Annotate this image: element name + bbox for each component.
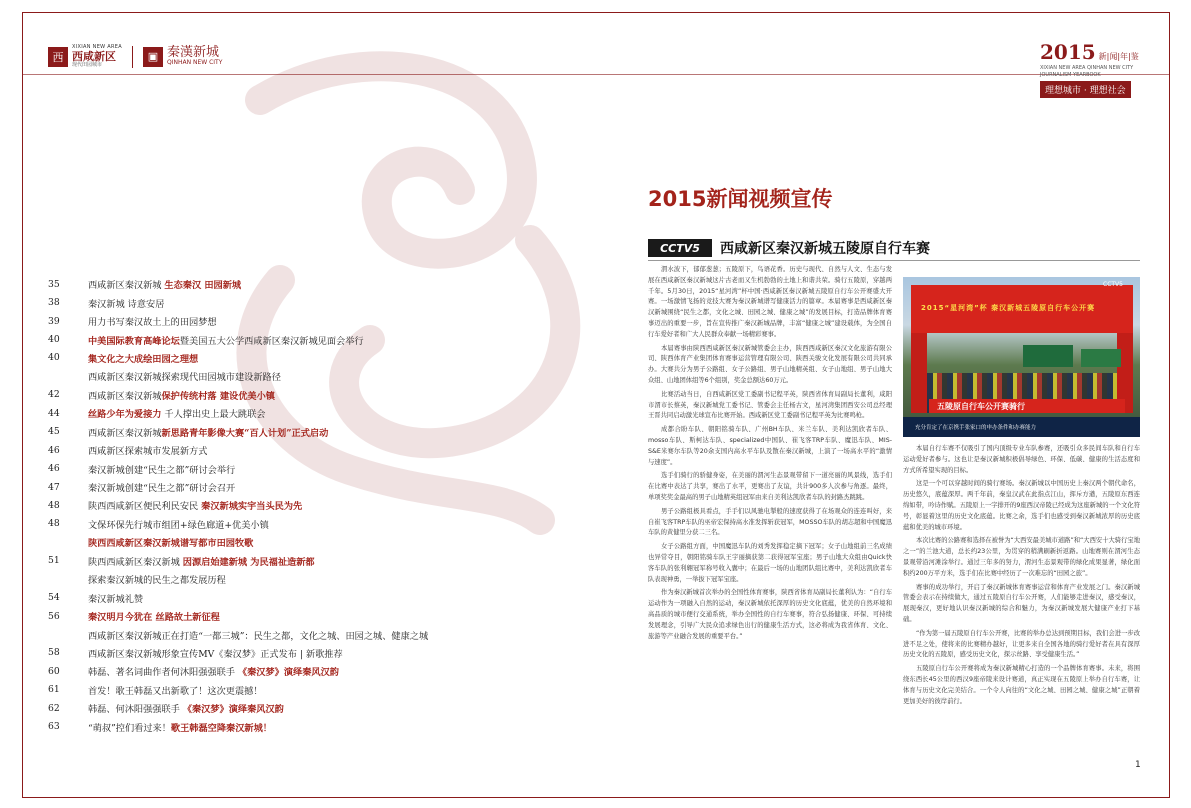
toc-entry-text: “萌叔”控们看过来！歌王韩磊空降秦汉新城！ — [88, 722, 272, 734]
toc-entry-text: 丝路少年为爱接力 千人撑出史上最大跳联会 — [88, 409, 266, 421]
article-paragraph: 渭水波下，郁郁葱葱；五陵原下，鸟语花香。历史与现代、自然与人文、生态与发展在西咸新区秦汉新城这片古老而又生机勃勃的土地上和谐共荣。骑行五陵原，穿越两千年。5月30日，2015“星河湾”杯中国·西咸新区秦汉新城五陵原自行车公开赛盛大开赛。一场激情飞扬的竞技大赛为秦汉新城谱写健康活力的篇章。本届赛事是西咸新区秦汉新城围绕“民生之都，文化之城、田园之城、健康之城”的发展目标，打造品牌体育赛事迈出的重要一步，旨在宣传推广秦汉新城品牌，丰富“健康之城”建设载体，为全国自行车爱好者和广大人民群众奉献一场精彩赛事。 — [648, 266, 892, 338]
toc-highlight: 秦汉新城实宇当头民为先 — [201, 501, 303, 513]
toc-row — [48, 607, 548, 625]
toc-page-number: 54 — [48, 592, 60, 604]
toc-page-number: 47 — [48, 481, 60, 493]
qinhan-logo-cn: 秦漢新城 — [166, 45, 219, 61]
toc-row — [48, 662, 548, 680]
toc-row — [48, 367, 548, 385]
toc-page-number: 58 — [48, 647, 60, 659]
toc-page-number: 39 — [48, 315, 60, 327]
toc-entry-text: 西咸新区秦汉新城正在打造“一都三城”：民生之都，文化之城、田园之城、健康之城 — [88, 630, 429, 642]
toc-page-number: 46 — [48, 444, 60, 456]
qinhan-logo — [143, 46, 222, 67]
toc-page-number: 60 — [48, 665, 60, 677]
toc-row — [48, 588, 548, 606]
toc-page-number: 63 — [48, 721, 60, 733]
toc-highlight: 保护传统村落 建设优美小镇 — [161, 390, 275, 402]
toc-highlight: 新思路青年影像大赛“百人计划”正式启动 — [161, 427, 329, 439]
toc-highlight: 丝路少年为爱接力 — [88, 409, 162, 421]
toc-row — [48, 349, 548, 367]
toc-row — [48, 330, 548, 348]
toc-row — [48, 496, 548, 514]
toc-highlight: 歌王韩磊空降秦汉新城！ — [170, 722, 272, 734]
qinhan-seal-icon: ▣ — [143, 47, 163, 67]
article-paragraph: 女子公路组方面，中国魔迅车队的刘秀发挥稳定摘下冠军；女子山地组前三名成绩也异常夺目，朝阳铭骑车队王宇丽摘获第二获得冠军宝座；男子山地大众组由Quick快客车队的张利翱冠军称号收入囊中；在最后一场的山地团队组比赛中，美利达凯欣者车队表现神勇，一举拔下冠军宝座。 — [648, 543, 892, 583]
article-paragraph: 比赛活动当日，自西咸新区党工委副书记程平英，陕西省体育局副局长董利，咸阳市渭市长蔡英，秦汉新城党工委书记、管委会主任杨古文，星河湾集团西安公司总经理王晋共同启动激光球宣布比赛开始。西咸新区党工委副书记程平英为比赛鸣枪。 — [648, 390, 892, 420]
cctv-section-title: 西咸新区秦汉新城五陵原自行车赛 — [720, 241, 930, 257]
xixian-seal-logo: 西 — [48, 47, 68, 67]
logo-separator — [132, 46, 133, 68]
xixian-logo-en: XIXIAN NEW AREA — [72, 44, 122, 50]
toc-entry-text: 用力书写秦汉故土上的田园梦想 — [88, 317, 217, 329]
toc-entry-text: 陕西西咸新区秦汉新城谱写都市田园牧歌 — [88, 538, 254, 550]
toc-row — [48, 515, 548, 533]
toc-row — [48, 386, 548, 404]
toc-row — [48, 478, 548, 496]
toc-entry-text: 探索秦汉新城的民生之都发展历程 — [88, 575, 226, 587]
article-paragraph: 本次比赛的公路赛和选择在被誉为“大西安最美城市道路”和“大西安十大骑行宝地之一”的兰池大道，总长约23公里，为贯穿的稍满刷新折返路。山地赛则在渭河生态景观带沿河滩涂举行。通过三年多的努力，渭河生态景观带的绿化成果显著，绿化面积约200万平方米，选手们在比赛中经历了一次难忘的“田园之旅”。 — [903, 537, 1140, 577]
header-logos — [48, 45, 222, 68]
toc-page-number: 40 — [48, 334, 60, 346]
toc-row — [48, 404, 548, 422]
cctv-header-bar — [648, 238, 1140, 258]
toc-page-number: 62 — [48, 702, 60, 714]
tent-right — [1081, 349, 1121, 367]
toc-page-number: 40 — [48, 352, 60, 364]
article-paragraph: 本届自行车赛不仅吸引了国内顶级专业车队参赛，还吸引众多民间车队和自行车运动爱好者参与。这也让是秦汉新城积极倡导绿色、环保、低碳、健康的生活态度和方式所希望实现的目标。 — [903, 445, 1140, 474]
photo-cctv-mark: CCTV5 — [1103, 281, 1123, 288]
yearbook-badge — [1040, 40, 1152, 104]
toc-entry-text: 西咸新区秦汉新城形象宣传MV《秦汉梦》正式发布 | 新歌推荐 — [88, 648, 343, 660]
toc-row — [48, 570, 548, 588]
toc-row — [48, 718, 548, 736]
toc-page-number: 61 — [48, 684, 60, 696]
article-paragraph: 本届赛事由陕西西咸新区秦汉新城管委会主办，陕西西咸新区秦汉文化旅游有限公司、陕西体育产业集团体育赛事运营管理有限公司、陕西关骏文化发展有限公司共同承办。大赛共分为男子公路组、女子公路组、男子山地精英组、女子山地组、男子山地大众组、山地团体组等6个组别，奖金总额达60万元。 — [648, 344, 892, 384]
article-paragraph: 这是一个可以穿越时间的骑行赛场。秦汉新城以中国历史上秦汉两个朝代命名，历史悠久，底蕴深厚。两千年前，秦皇汉武在此指点江山，挥斥方遒，五陵原东西连绵如带，吟诗作赋。五陵原上一字排开的9座西汉帝陵已经成为这座新城的一个文化符号，彰显着这里的历史文化底蕴。比赛之余，选手们也感受到秦汉新城浓厚的历史底蕴和优美的城市环境。 — [903, 480, 1140, 531]
toc-entry-text: 秦汉新城 诗意安居 — [88, 298, 165, 310]
article-paragraph: 男子公路组极具看点，手手们以风驰电掣般的速度获得了在场观众的连连叫好，来自崔飞客TRP车队的巫帝宏保持高水准发挥斩获冠军，MOSSO车队的胡志超和中国魔迅车队的黄健里分获二三名。 — [648, 507, 892, 537]
toc-row — [48, 644, 548, 662]
toc-entry-text: 文保环保先行城市组团+绿色廊道+优美小镇 — [88, 519, 269, 531]
xixian-logo-sub: 现代田园城市 — [72, 61, 103, 68]
toc-entry-text: 集文化之大成绘田园之理想 — [88, 353, 199, 365]
cctv5-logo: CCTV5 — [648, 239, 712, 257]
toc-row — [48, 275, 548, 293]
toc-row — [48, 312, 548, 330]
qinhan-logo-en: QINHAN NEW CITY — [166, 59, 223, 67]
toc-page-number: 48 — [48, 499, 60, 511]
tent-left — [1023, 345, 1073, 367]
toc-page-number: 51 — [48, 555, 60, 567]
toc-page-number: 42 — [48, 389, 60, 401]
toc-highlight: 《秦汉梦》演绎秦风汉韵 — [182, 704, 284, 716]
toc-entry-text: 西咸新区秦汉新城新思路青年影像大赛“百人计划”正式启动 — [88, 427, 329, 439]
toc-entry-text: 韩磊、何沐阳强强联手 《秦汉梦》演绎秦风汉韵 — [88, 704, 284, 716]
toc-entry-text: 韩磊、著名词曲作者何沐阳强强联手 《秦汉梦》演绎秦风汉韵 — [88, 667, 339, 679]
article-left-column — [648, 265, 892, 645]
header-rule — [22, 74, 1170, 75]
toc-entry-text: 秦汉明月今犹在 丝路故土新征程 — [88, 612, 220, 624]
xixian-logo-cn: 西咸新区 — [72, 49, 116, 63]
yearbook-title: 新|闻|年|鉴 — [1098, 52, 1139, 61]
toc-page-number: 35 — [48, 278, 60, 290]
toc-highlight: 因源启始建新城 为民福祉造新都 — [182, 556, 315, 568]
page-number: 1 — [1135, 760, 1141, 770]
yearbook-en-1: XIXIAN NEW AREA QINHAN NEW CITY — [1040, 65, 1134, 71]
article-paragraph: 成都合盼车队、朝阳铭骑车队、广州BH车队、米兰车队、美利达凯欣者车队、mosso车队、斯柯达车队、specialized中国队、崔飞客TRP车队、魔迅车队、MIS-S&E米赛尔车队等20余支国内高水平车队及散在秦汉新城，上演了一场高水平的“激情与速度”。 — [648, 426, 892, 466]
toc-highlight: 中美国际教育高峰论坛 — [88, 335, 180, 347]
article-title: 2015新闻视频宣传 — [648, 187, 833, 211]
toc-page-number: 48 — [48, 518, 60, 530]
table-of-contents — [48, 275, 548, 736]
cctv-divider — [648, 260, 1140, 261]
toc-row — [48, 423, 548, 441]
toc-entry-text: 西咸新区秦汉新城探索现代田园城市建设新路径 — [88, 372, 281, 384]
toc-row — [48, 699, 548, 717]
yearbook-year: 2015 — [1040, 40, 1096, 64]
yearbook-top — [1040, 40, 1152, 64]
article-paragraph: 赛事的成功举行，开启了秦汉新城体育赛事运营和体育产业发展之门。秦汉新城管委会表示在持续做大，通过五陵原自行车公开赛，人们能够走进秦汉，感受秦汉，展现秦汉，更好地认识秦汉新城的综合和魅力，为秦汉新城发展大健康产业打下基础。 — [903, 583, 1140, 623]
yearbook-banner: 理想城市 · 理想社会 — [1040, 81, 1131, 98]
article-paragraph: 选手们骑行的骄健身姿，在美丽的渭河生态景观带留下一道亮丽的风景线，选手们在比赛中表达了共享，赛出了水平，更赛出了友谊，共计900多人次参与角逐。最终，单项奖奖金最高的男子山地精英组冠军由来自美利达凯欣者车队的封路杰跳跳。 — [648, 472, 892, 501]
toc-highlight: 生态秦汉 田园新城 — [164, 280, 242, 292]
article-paragraph: 作为秦汉新城首次举办的全国性体育赛事，陕西省体育局副局长董利认为：“自行车运动作为一项融入自然的运动，秦汉新城依托深厚的历史文化底蕴，优美的自然环境和高品质的城市便行交通系统，举办全国性的自行车赛事，符合弘扬健康、环保、可持续发展理念，引导广大民众追求绿色出行的健康生活方式，这必将成为我省体育、文化、旅游等产业融合发展的重要平台。” — [648, 589, 892, 640]
toc-row — [48, 681, 548, 699]
toc-entry-text: 秦汉新城礼赞 — [88, 593, 144, 605]
article-right-column — [903, 444, 1140, 710]
race-arch-text: 2015“星河湾”杯 秦汉新城五陵原自行车公开赛 — [921, 304, 1096, 312]
toc-entry-text: 陕西西咸新区秦汉新城 因源启始建新城 为民福祉造新都 — [88, 556, 315, 568]
toc-page-number: 44 — [48, 407, 60, 419]
article-paragraph: “作为第一届五陵原自行车公开赛，比赛的举办总达到预期目标，我们会进一步改进不足之处，使将来的比赛精办越好，让更多来自全国各地的骑行爱好者在具有深厚历史文化的五陵原，感受历史文化，探示丝路、享受健康生活。” — [903, 629, 1140, 659]
race-photo — [903, 277, 1140, 437]
qinhan-logo-text — [167, 46, 222, 67]
toc-page-number: 45 — [48, 426, 60, 438]
photo-caption-bar: 五陵原自行车公开赛骑行 — [929, 399, 1125, 413]
toc-entry-text: 首发！歌王韩磊又出新歌了！这次更震撼！ — [88, 685, 263, 697]
toc-entry-text: 西咸新区秦汉新城 生态秦汉 田园新城 — [88, 280, 242, 292]
toc-entry-text: 西咸新区秦汉新城保护传统村落 建设优美小镇 — [88, 390, 275, 402]
toc-page-number: 56 — [48, 610, 60, 622]
toc-row — [48, 441, 548, 459]
toc-entry-text: 西咸新区探索城市发展新方式 — [88, 446, 208, 458]
toc-row — [48, 552, 548, 570]
arch-leg-left — [911, 333, 927, 413]
yearbook-en-2: JOURNALISM YEARBOOK — [1040, 72, 1101, 78]
toc-entry-text: 中美国际教育高峰论坛暨美国五大公学西咸新区秦汉新城见面会举行 — [88, 335, 364, 347]
photo-caption-sub: 充分肯定了在京携手张家口的申办条件和办赛能力 — [903, 417, 1140, 437]
xixian-logo-text — [72, 45, 122, 68]
toc-entry-text: 陕西西咸新区便民利民安民 秦汉新城实宇当头民为先 — [88, 501, 303, 513]
toc-row — [48, 625, 548, 643]
toc-entry-text: 秦汉新城创建“民生之都”研讨会召开 — [88, 483, 236, 495]
toc-row — [48, 293, 548, 311]
toc-row — [48, 533, 548, 551]
toc-entry-text: 秦汉新城创建“民生之都”研讨会举行 — [88, 464, 236, 476]
article-paragraph: 五陵原自行车公开赛将成为秦汉新城精心打造的一个品牌体育赛事。未来，将围绕东西长45公里的西汉9座帝陵来设计赛道，真正实现在五陵原上举办自行车赛，让体育与历史文化完美结合。一个令人向往的“文化之城、田园之城、健康之城”正朝着更加美好的彼岸前行。 — [903, 665, 1140, 705]
toc-page-number: 38 — [48, 297, 60, 309]
toc-highlight: 《秦汉梦》演绎秦风汉韵 — [237, 667, 339, 679]
toc-row — [48, 459, 548, 477]
toc-page-number: 46 — [48, 463, 60, 475]
